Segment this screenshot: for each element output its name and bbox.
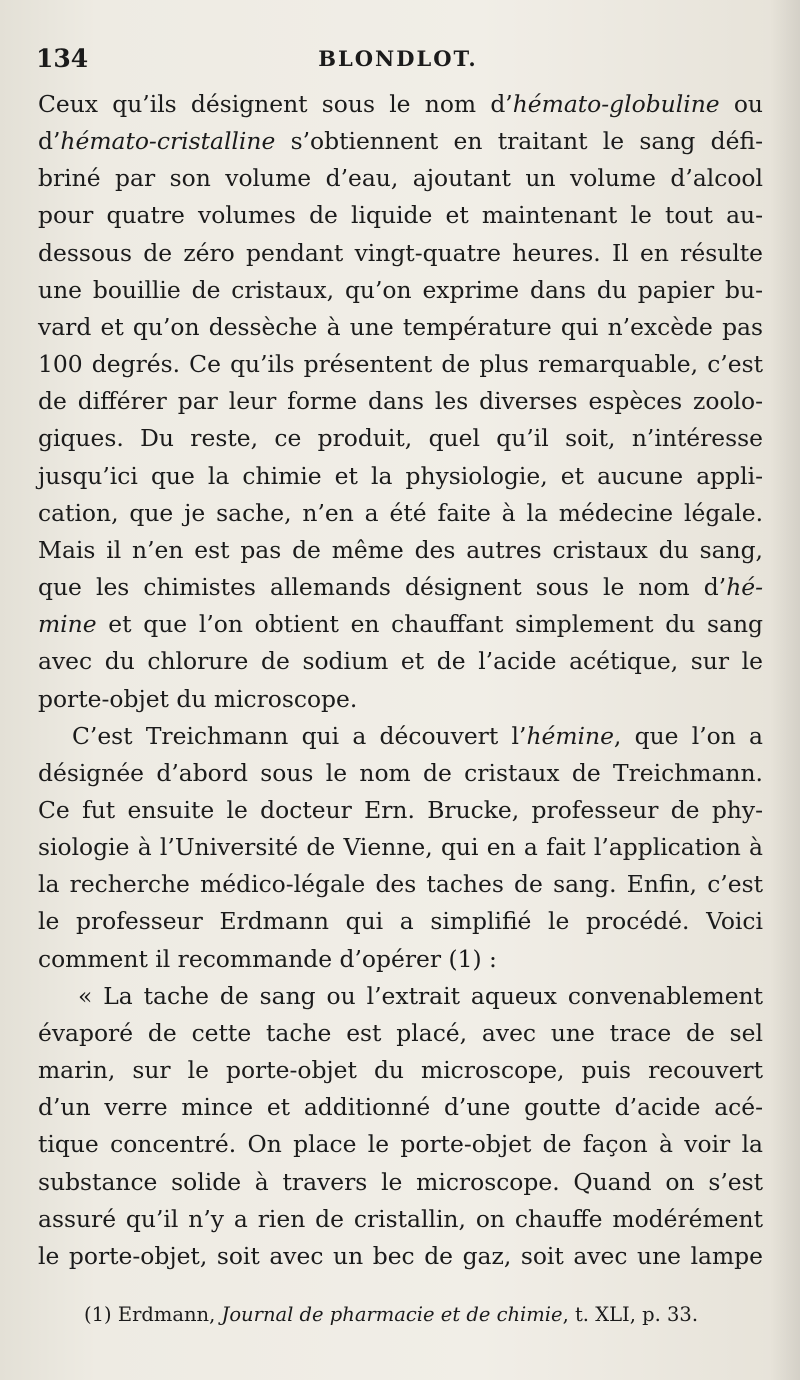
- footnote-journal-title: Journal de pharmacie et de chimie: [221, 1303, 563, 1326]
- italic-term: hémato-cristalline: [60, 127, 276, 156]
- text-segment: substance solide à travers le microscope. Quand on s’est: [38, 1167, 763, 1196]
- text-segment: « La tache de sang ou l’extrait aqueux convenablement: [78, 981, 763, 1010]
- footnote-reference: , t. XLI, p. 33.: [562, 1303, 699, 1326]
- text-line: [38, 346, 763, 383]
- text-line: [38, 1201, 763, 1238]
- text-segment: et que l’on obtient en chauffant simplement du sang: [96, 610, 763, 639]
- text-segment: assuré qu’il n’y a rien de cristallin, on chauffe modérément: [38, 1204, 763, 1233]
- footnote: [84, 1301, 764, 1329]
- body-text: [38, 86, 763, 1275]
- text-line: [38, 792, 763, 829]
- text-line: [38, 866, 763, 903]
- text-segment: évaporé de cette tache est placé, avec une trace de sel: [38, 1018, 763, 1047]
- text-segment: désignée d’abord sous le nom de cristaux de Treichmann.: [38, 758, 763, 787]
- text-segment: , que l’on a: [613, 721, 763, 750]
- text-segment: de différer par leur forme dans les diverses espèces zoolo-: [38, 387, 763, 416]
- text-line: [38, 197, 763, 234]
- text-segment: avec du chlorure de sodium et de l’acide acétique, sur le: [38, 647, 763, 676]
- page-number: 134: [36, 44, 89, 73]
- text-line: [38, 1238, 763, 1275]
- text-line: [38, 532, 763, 569]
- text-segment: giques. Du reste, ce produit, quel qu’il soit, n’intéresse: [38, 424, 763, 453]
- text-line: [38, 495, 763, 532]
- text-line: [38, 829, 763, 866]
- text-segment: dessous de zéro pendant vingt-quatre heures. Il en résulte: [38, 238, 763, 267]
- text-line: [38, 1089, 763, 1126]
- text-segment: tique concentré. On place le porte-objet de façon à voir la: [38, 1130, 763, 1159]
- text-line: [38, 978, 763, 1015]
- text-line: [38, 383, 763, 420]
- text-segment: cation, que je sache, n’en a été faite à la médecine légale.: [38, 498, 763, 527]
- text-line: [38, 681, 763, 718]
- text-segment: d’: [38, 127, 61, 156]
- text-segment: d’un verre mince et additionné d’une goutte d’acide acé-: [38, 1093, 763, 1122]
- text-segment: marin, sur le porte-objet du microscope, puis recouvert: [38, 1056, 763, 1085]
- text-segment: porte-objet du microscope.: [38, 684, 358, 713]
- footnote-author: Erdmann,: [117, 1303, 222, 1326]
- text-line: [38, 272, 763, 309]
- text-segment: jusqu’ici que la chimie et la physiologie, et aucune appli-: [38, 461, 763, 490]
- text-segment: Mais il n’en est pas de même des autres cristaux du sang,: [38, 535, 763, 564]
- text-line: [38, 755, 763, 792]
- text-line: [38, 309, 763, 346]
- text-line: [38, 1052, 763, 1089]
- text-segment: que les chimistes allemands désignent sous le nom d’: [38, 573, 727, 602]
- text-segment: 100 degrés. Ce qu’ils présentent de plus remarquable, c’est: [38, 350, 763, 379]
- text-line: [38, 123, 763, 160]
- text-line: [38, 569, 763, 606]
- text-segment: la recherche médico-légale des taches de sang. Enfin, c’est: [38, 870, 763, 899]
- text-line: [38, 903, 763, 940]
- page-edge-shadow: [770, 0, 800, 1380]
- text-segment: ou: [719, 90, 763, 118]
- text-line: [38, 643, 763, 680]
- text-segment: s’obtiennent en traitant le sang défi-: [275, 127, 763, 156]
- text-line: [38, 420, 763, 457]
- text-segment: le professeur Erdmann qui a simplifié le procédé. Voici: [38, 907, 763, 936]
- text-segment: siologie à l’Université de Vienne, qui en a fait l’application à: [38, 833, 763, 862]
- text-line: [38, 458, 763, 495]
- text-segment: briné par son volume d’eau, ajoutant un volume d’alcool: [38, 164, 763, 193]
- text-line: [38, 606, 763, 643]
- text-line: [38, 941, 763, 978]
- text-segment: comment il recommande d’opérer (1) :: [38, 944, 497, 973]
- text-line: [38, 160, 763, 197]
- text-segment: C’est Treichmann qui a découvert l’: [72, 721, 527, 750]
- italic-term: mine: [38, 610, 97, 639]
- text-segment: une bouillie de cristaux, qu’on exprime dans du papier bu-: [38, 275, 763, 304]
- footnote-marker: (1): [84, 1303, 118, 1326]
- italic-term: hémato-globuline: [512, 90, 720, 118]
- text-segment: vard et qu’on dessèche à une température qui n’excède pas: [38, 312, 763, 341]
- text-line: [38, 1164, 763, 1201]
- text-segment: Ce fut ensuite le docteur Ern. Brucke, professeur de phy-: [38, 795, 763, 824]
- text-line: [38, 718, 763, 755]
- text-line: [38, 1126, 763, 1163]
- page-header: [36, 44, 760, 80]
- text-segment: pour quatre volumes de liquide et maintenant le tout au-: [38, 201, 763, 230]
- italic-term: hé-: [726, 573, 763, 602]
- text-segment: Ceux qu’ils désignent sous le nom d’: [38, 90, 513, 118]
- text-line: [38, 86, 763, 123]
- running-head: BLONDLOT.: [318, 46, 478, 71]
- italic-term: hémine: [526, 721, 614, 750]
- text-line: [38, 1015, 763, 1052]
- text-segment: le porte-objet, soit avec un bec de gaz, soit avec une lampe: [38, 1241, 763, 1270]
- text-line: [38, 235, 763, 272]
